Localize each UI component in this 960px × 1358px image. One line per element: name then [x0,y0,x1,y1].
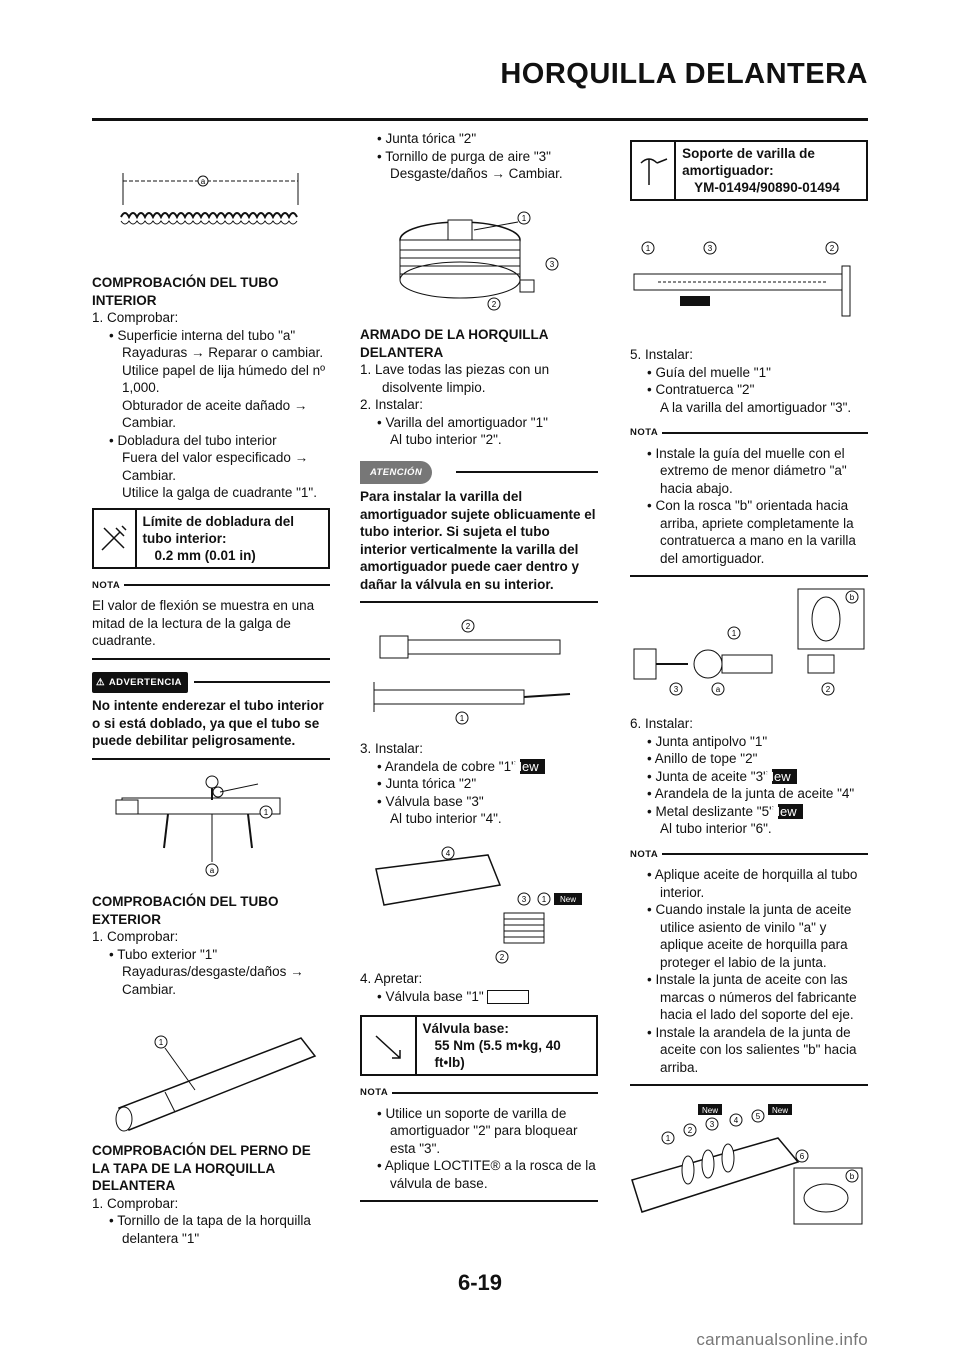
rod-holder-figure [628,236,868,326]
note-end-rule [92,658,330,660]
label-4: 4 [445,849,451,858]
spec-label: Válvula base: [422,1021,509,1036]
step: 2. Instalar: [360,397,424,412]
warning-text: No intente enderezar el tubo interior o si está doblado, ya que el tubo se puede debilitar peligrosamente. [92,698,324,748]
bullet-line: A la varilla del amortiguador "3". [660,399,852,415]
bullet-line: Utilice la galga de cuadrante "1". [122,485,317,500]
label-b: b [849,593,855,602]
torque-spec-icon [362,1017,417,1074]
bullet-line: Desgaste/daños → Cambiar. [390,166,563,181]
note-label: NOTA [630,848,659,860]
note-bullet: • Instale la guía del muelle con el extremo de menor diámetro "a" hacia abajo. [647,445,847,496]
tool-box [630,140,868,201]
spring-guide-figure [628,585,868,700]
watermark: carmanualsonline.info [696,1330,868,1349]
new-badge: New [559,895,577,904]
new-badge: New [778,804,803,819]
note-header [630,846,868,864]
note-bullet: • Aplique aceite de horquilla al tubo interior. [647,867,858,900]
page-title: HORQUILLA DELANTERA [500,58,868,90]
label-3: 3 [521,895,527,904]
bullet-line: Fuera del valor especificado → Cambiar. [122,450,309,483]
caution-label: ATENCIÓN [360,461,432,485]
page-number: 6-19 [457,1270,503,1295]
column-3 [630,140,868,201]
column-2-step4 [360,970,598,1202]
torque-wrench-icon [487,990,529,1004]
section-heading-cap-bolt: COMPROBACIÓN DEL PERNO DE LA TAPA DE LA HORQUILLA DELANTERA [92,1143,311,1193]
bullet-line: Utilice papel de lija húmedo del nº 1,000. [122,362,326,395]
column-2-assembly [360,326,598,603]
bullet: • Tornillo de la tapa de la horquilla delantera "1" [109,1213,311,1246]
note-header [630,424,868,442]
label-1: 1 [731,629,737,638]
label-2: 2 [687,1126,693,1135]
label-4: 4 [733,1116,739,1125]
bullet: • Varilla del amortiguador "1" [377,414,548,430]
bullet-text: • Arandela de cobre "1" [377,758,516,774]
step: 1. Comprobar: [92,929,179,944]
bullet: • Arandela de la junta de aceite "4" [647,786,855,801]
bullet [360,988,598,1006]
bullet: • Anillo de tope "2" [647,751,758,766]
label-a: a [715,685,721,694]
note-end-rule [360,1200,598,1202]
spec-value: 55 Nm (5.5 m•kg, 40 ft•lb) [434,1038,561,1070]
bullet: • Válvula base "3" [377,793,484,809]
bullet-text: • Válvula base "1" [377,988,484,1004]
warning-label: ADVERTENCIA [108,676,182,688]
step: 1. Lave todas las piezas con un disolvente limpio. [360,362,550,395]
note-bullet: • Con la rosca "b" orientada hacia arriba, apriete completamente la contratuerca a mano en la varilla del amortiguador. [647,498,856,566]
column-1-lower [92,893,330,998]
step: 1. Comprobar: [92,1195,179,1211]
bullet: • Junta tórica "2" [377,776,477,791]
new-badge: New [772,769,797,784]
bullet [630,803,868,821]
tool-code: YM-01494/90890-01494 [694,180,840,195]
tool-name: Soporte de varilla de amortiguador: [682,146,815,178]
bullet [360,758,598,776]
note-label: NOTA [360,1087,389,1098]
spring-figure [115,165,310,230]
note-bullet: • Aplique LOCTITE® a la rosca de la válvula de base. [377,1158,596,1191]
step: 4. Apretar: [360,971,423,986]
column-3-step6 [630,715,868,1086]
section-heading-outer-tube: COMPROBACIÓN DEL TUBO EXTERIOR [92,894,279,927]
column-2 [360,130,598,183]
bullet: • Junta antipolvo "1" [647,733,768,749]
label-2: 2 [491,300,497,309]
header-rule [92,118,868,121]
label-6: 6 [799,1152,805,1161]
dial-gauge-figure [108,770,288,880]
bullet-line: Rayaduras/desgaste/daños → Cambiar. [122,964,304,997]
column-1-bottom [92,1142,330,1247]
warning-header [92,672,330,694]
label-3: 3 [709,1120,715,1129]
bullet-line: Obturador de aceite dañado → Cambiar. [122,397,308,430]
spec-box-bend-limit [92,508,330,569]
warning-end-rule [92,758,330,760]
label-1: 1 [521,214,527,223]
spec-label: Límite de dobladura del tubo interior: [142,513,295,546]
bullet-text: • Metal deslizante "5" [647,803,774,819]
section-heading-assembly: ARMADO DE LA HORQUILLA DELANTERA [360,327,548,360]
caution-end-rule [360,601,598,603]
note-bullet: • Utilice un soporte de varilla de amortiguador "2" para bloquear esta "3". [377,1105,578,1156]
note-header [360,1084,598,1102]
label-1: 1 [459,714,465,723]
column-1 [92,274,330,760]
note-bullet: • Cuando instale la junta de aceite utilice asiento de vinilo "a" y aplique aceite de horquilla para proteger el labio de la junta. [647,902,852,970]
bullet: • Contratuerca "2" [647,382,755,397]
new-badge: New [771,1106,789,1115]
bullet: • Junta tórica "2" [377,131,477,146]
bullet: • Superficie interna del tubo "a" [109,327,296,343]
note-text: El valor de flexión se muestra en una mitad de la lectura de la galga de cuadrante. [92,598,315,648]
label-2: 2 [825,685,831,694]
wrench-spec-icon [94,510,137,567]
label-5: 5 [755,1112,761,1121]
label-3: 3 [673,685,679,694]
note-bullet: • Instale la arandela de la junta de aceite con los salientes "b" hacia arriba. [647,1024,857,1075]
section-heading-inner-tube: COMPROBACIÓN DEL TUBO INTERIOR [92,275,279,308]
step: 3. Instalar: [360,741,424,756]
new-badge: New [701,1106,719,1115]
damper-rod-figure [370,612,580,727]
bullet-line: Rayaduras → Reparar o cambiar. [122,345,324,360]
bullet: • Tubo exterior "1" [109,946,218,962]
label-1: 1 [665,1134,671,1143]
label-2: 2 [499,953,505,962]
cap-bolt-figure [390,200,570,315]
label-a: a [209,866,215,875]
step: 6. Instalar: [630,716,694,731]
bullet-text: • Junta de aceite "3" [647,768,768,784]
label-1: 1 [263,808,269,817]
spec-value: 0.2 mm (0.01 in) [154,547,256,563]
note-label: NOTA [92,579,121,591]
oil-seal-figure [628,1100,868,1230]
note-end-rule [630,1084,868,1086]
bullet: • Guía del muelle "1" [647,364,771,380]
label-3: 3 [549,260,555,269]
step: 5. Instalar: [630,347,694,362]
column-3-step5 [630,346,868,577]
note-end-rule [630,575,868,577]
label-a: a [200,177,206,186]
label-2: 2 [829,244,835,253]
outer-tube-figure [105,1030,320,1135]
bullet [630,768,868,786]
column-2-step3 [360,740,598,828]
bullet-line: Al tubo interior "2". [390,432,502,447]
label-b: b [849,1172,855,1181]
label-2: 2 [465,622,471,631]
base-valve-figure [368,835,588,965]
caution-text: Para instalar la varilla del amortiguador sujete oblicuamente el tubo interior. Si sujeta el tubo interior verticalmente la varilla del amortiguador puede caer dentro y dañar la válvula en su interior. [360,489,596,592]
bullet-line: Al tubo interior "6". [660,821,772,836]
bullet-line: Al tubo interior "4". [390,811,502,826]
new-badge: New [520,759,545,774]
warning-icon: ⚠ [96,676,105,688]
special-tool-icon [632,142,676,199]
bullet: • Dobladura del tubo interior [109,432,277,448]
label-1: 1 [645,244,651,253]
label-3: 3 [707,244,713,253]
caution-header [360,461,598,485]
spec-box-base-valve [360,1015,598,1076]
note-bullet: • Instale la junta de aceite con las marcas o números del fabricante hacia el lado del soporte del eje. [647,972,857,1022]
note-header [92,577,330,595]
step: 1. Comprobar: [92,310,179,325]
label-1: 1 [541,895,547,904]
label-1: 1 [158,1038,164,1047]
note-label: NOTA [630,427,659,438]
bullet: • Tornillo de purga de aire "3" [377,148,551,164]
